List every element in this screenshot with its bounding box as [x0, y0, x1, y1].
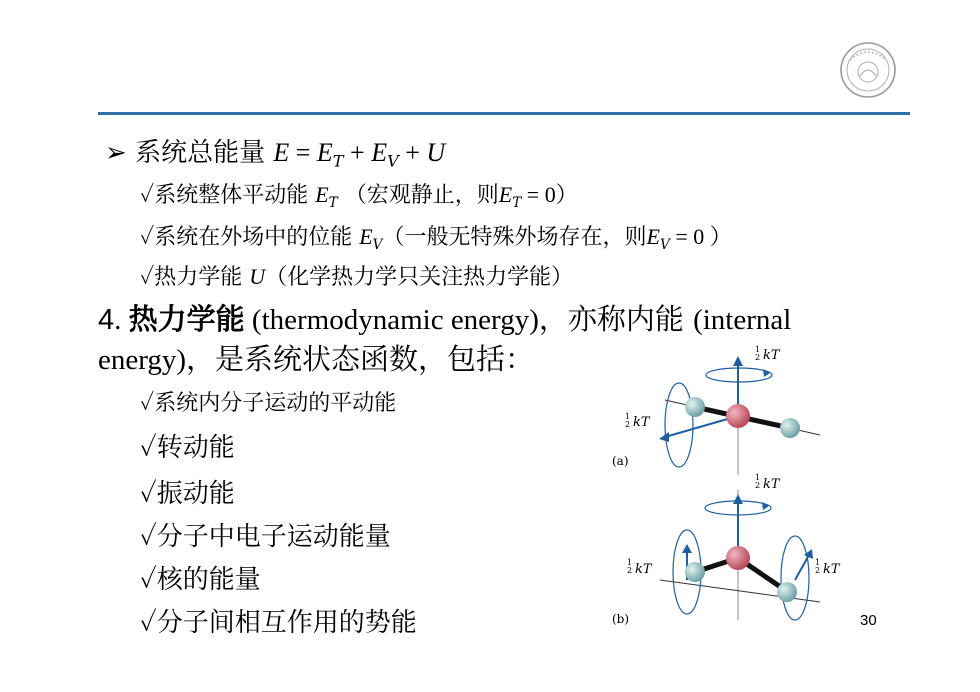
list-item: ✓转动能	[140, 433, 235, 463]
section-title: 热力学能	[128, 302, 245, 336]
arrow-bullet-icon: ➢	[105, 138, 127, 168]
svg-text:1: 1	[625, 412, 631, 421]
list-item: ✓系统内分子运动的平动能	[140, 391, 397, 416]
sub-item-internal: ✓热力学能 U（化学热力学只关注热力学能）	[140, 264, 574, 290]
figure-label-b: (b)	[612, 612, 630, 626]
section-heading: 4. 热力学能 (thermodynamic energy)，亦称内能 (internal	[98, 302, 792, 336]
svg-text:1: 1	[815, 558, 821, 567]
list-item: ✓核的能量	[140, 565, 261, 595]
nonlinear-molecule-diagram	[612, 473, 841, 626]
check-icon: ✓	[140, 391, 155, 416]
total-energy-line: ➢ 系统总能量 $E = E_T + E_V + U$	[105, 138, 446, 171]
svg-text:2: 2	[815, 566, 821, 575]
section-heading-line2: energy)，是系统状态函数，包括：	[98, 342, 535, 376]
check-icon: ✓	[140, 433, 157, 463]
molecule-rotation-figure	[605, 340, 855, 640]
check-icon: ✓	[140, 565, 157, 595]
svg-text:kT: kT	[763, 477, 780, 492]
list-item: ✓分子间相互作用的势能	[140, 608, 417, 638]
svg-text:kT: kT	[823, 562, 840, 577]
svg-text:kT: kT	[635, 562, 652, 577]
check-icon: ✓	[140, 608, 157, 638]
header-divider	[98, 112, 910, 115]
svg-text:2: 2	[627, 566, 633, 575]
university-seal-icon	[838, 40, 898, 100]
svg-text:2: 2	[625, 420, 631, 429]
sub-item-potential: ✓系统在外场中的位能 $E_V$（一般无特殊外场存在，则$E_V = 0$ ）	[140, 224, 732, 253]
figure-label-a: (a)	[612, 454, 629, 468]
svg-text:1: 1	[627, 558, 633, 567]
page-number: 30	[860, 612, 877, 629]
check-icon: ✓	[140, 265, 155, 290]
svg-text:2: 2	[755, 481, 761, 490]
svg-text:1: 1	[755, 473, 761, 482]
list-item: ✓振动能	[140, 479, 235, 509]
sub-item-translational: ✓系统整体平动能 $E_T$ （宏观静止，则$E_T = 0$）	[140, 182, 578, 211]
svg-text:1: 1	[755, 345, 761, 354]
check-icon: ✓	[140, 479, 157, 509]
svg-text:2: 2	[755, 353, 761, 362]
check-icon: ✓	[140, 225, 155, 250]
check-icon: ✓	[140, 183, 155, 208]
linear-molecule-diagram	[612, 345, 820, 475]
check-icon: ✓	[140, 522, 157, 552]
svg-text:kT: kT	[633, 415, 650, 430]
list-item: ✓分子中电子运动能量	[140, 522, 391, 552]
svg-text:kT: kT	[763, 348, 780, 363]
